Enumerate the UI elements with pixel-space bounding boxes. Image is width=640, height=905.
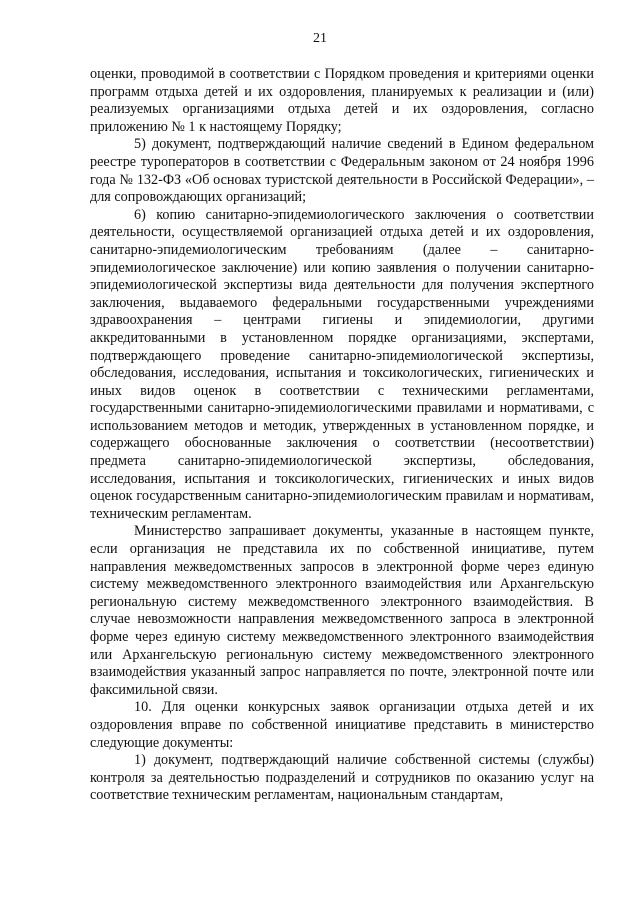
paragraph-ministry-requests: Министерство запрашивает документы, указанные в настоящем пункте, если организация не представила их по собственной инициативе, путем направления межведомственных запросов в электронной форме через единую систему межведомственного электронного взаимодействия или Архангельскую региональную систему межведомственного электронного взаимодействия. В случае невозможности направления межведомственного запроса в электронной форме через единую систему межведомственного электронного взаимодействия или Архангельскую региональную систему межведомственного электронного взаимодействия указанный запрос направляется по почте, электронной почте или факсимильной связи. [90,523,594,698]
paragraph-item-5: 5) документ, подтверждающий наличие сведений в Едином федеральном реестре туроператоров в соответствии с Федеральным законом от 24 ноября 1996 года № 132-ФЗ «Об основах туристской деятельности в Российской Федерации», – для сопровождающих организаций; [90,136,594,206]
paragraph-item-6: 6) копию санитарно-эпидемиологического заключения о соответствии деятельности, осуществляемой организацией отдыха детей и их оздоровления, санитарно-эпидемиологическим требованиям (далее – санитарно-эпидемиологическое заключение) или копию заявления о получении санитарно-эпидемиологической экспертизы вида деятельности для получения экспертного заключения, выдаваемого федеральными государственными учреждениями здравоохранения – центрами гигиены и эпидемиологии, другими аккредитованными в установленном порядке организациями, экспертами, подтверждающего проведение санитарно-эпидемиологической экспертизы, обследования, исследования, испытания и токсикологических, гигиенических и иных видов оценок в соответствии с техническими регламентами, государственными санитарно-эпидемиологическими правилами и нормативами, с использованием методов и методик, утвержденных в установленном порядке, и содержащего обоснованные заключения о соответствии (несоответствии) предмета санитарно-эпидемиологической экспертизы, обследования, исследования, испытания и токсикологических, гигиенических и иных видов оценок государственным санитарно-эпидемиологическим правилам и нормативам, техническим регламентам. [90,206,594,522]
document-body [90,66,594,805]
paragraph-assessment-tail: оценки, проводимой в соответствии с Порядком проведения и критериями оценки программ отдыха детей и их оздоровления, планируемых к реализации и (или) реализуемых организациями отдыха детей и их оздоровления, согласно приложению № 1 к настоящему Порядку; [90,66,594,135]
paragraph-section-10: 10. Для оценки конкурсных заявок организации отдыха детей и их оздоровления вправе по собственной инициативе представить в министерство следующие документы: [90,699,594,751]
paragraph-item-1: 1) документ, подтверждающий наличие собственной системы (службы) контроля за деятельностью подразделений и сотрудников по оказанию услуг на соответствие техническим регламентам, национальным стандартам, [90,752,594,804]
page-number: 21 [313,31,327,46]
